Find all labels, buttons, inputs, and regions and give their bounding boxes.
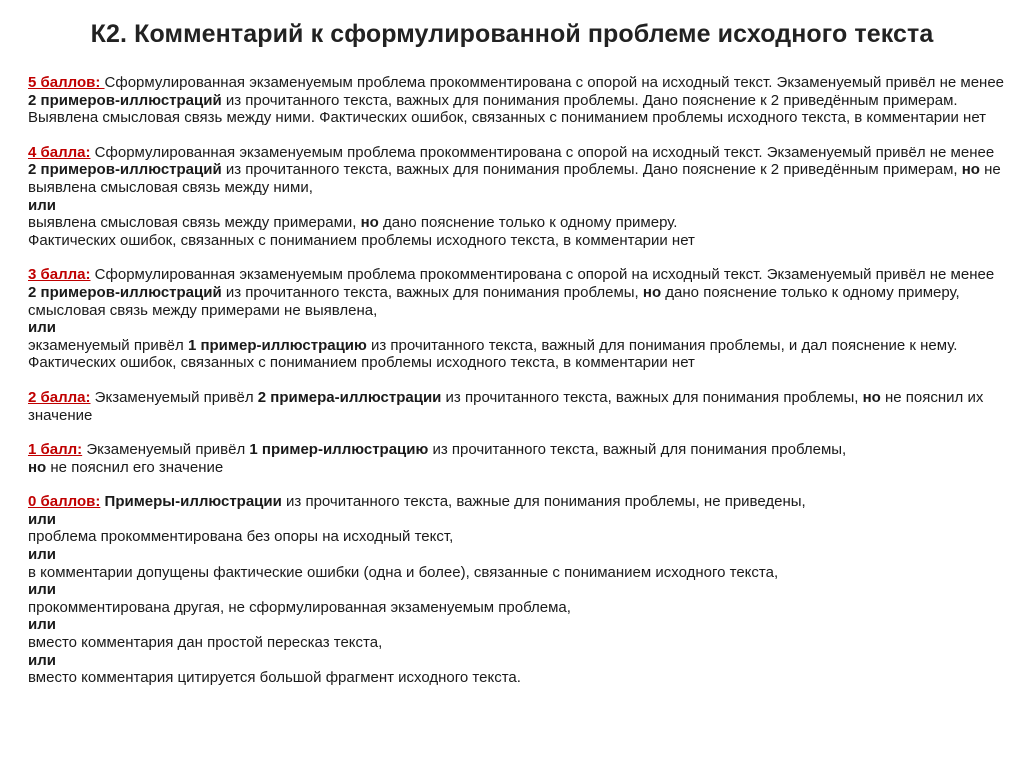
score-label: 0 баллов:: [28, 493, 101, 511]
or-separator: или: [28, 546, 56, 564]
bold-run: 2 примеров-иллюстраций: [28, 91, 222, 109]
score-label: 3 балла:: [28, 266, 91, 284]
criterion-text: [28, 74, 1006, 127]
or-separator: или: [28, 651, 56, 669]
text-run: из прочитанного текста, важных для понимания проблемы,: [221, 283, 643, 301]
text-run: из прочитанного текста, важных для понимания проблемы. Дано пояснение к 2 приведённым примерам. Выявлена смысловая связь между ними. Фактических ошибок, связанных с пониманием проблемы исходного текста, в комментарии нет: [28, 91, 987, 127]
bold-run: но: [961, 161, 980, 179]
text-run: из прочитанного текста, важный для понимания проблемы,: [428, 441, 847, 459]
criteria-list: [28, 74, 1006, 704]
criterion-text: [28, 493, 1006, 687]
slide-title: К2. Комментарий к сформулированной проблеме исходного текста: [90, 20, 934, 48]
text-run: Фактических ошибок, связанных с пониманием проблемы исходного текста, в комментарии нет: [28, 354, 695, 372]
text-run: вместо комментария дан простой пересказ текста,: [28, 634, 383, 652]
text-run: из прочитанного текста, важных для понимания проблемы,: [441, 388, 863, 406]
criterion-text: [28, 144, 1006, 250]
criterion-5-points: [28, 74, 1006, 127]
text-run: Фактических ошибок, связанных с пониманием проблемы исходного текста, в комментарии нет: [28, 231, 695, 249]
text-run: прокомментирована другая, не сформулированная экзаменуемым проблема,: [28, 598, 571, 616]
score-label: 5 баллов:: [28, 74, 105, 91]
bold-run: 2 примера-иллюстрации: [257, 388, 442, 406]
criterion-4-points: [28, 144, 1006, 250]
score-label: 4 балла:: [28, 143, 91, 161]
text-run: экзаменуемый привёл: [28, 336, 188, 354]
text-run: дано пояснение только к одному примеру.: [378, 214, 678, 232]
bold-run: 2 примеров-иллюстраций: [28, 283, 222, 301]
bold-run: но: [862, 388, 881, 406]
text-run: Сформулированная экзаменуемым проблема прокомментирована с опорой на исходный текст. Экзаменуемый привёл не менее: [90, 266, 995, 284]
bold-run: но: [360, 214, 379, 232]
bold-run: Примеры-иллюстрации: [104, 493, 282, 511]
bold-run: 2 примеров-иллюстраций: [28, 161, 222, 179]
text-run: из прочитанного текста, важных для понимания проблемы. Дано пояснение к 2 приведённым примерам,: [221, 161, 962, 179]
text-run: из прочитанного текста, важный для понимания проблемы, и дал пояснение к нему.: [366, 336, 958, 354]
bold-run: но: [642, 283, 662, 301]
criterion-text: [28, 389, 1006, 424]
or-separator: или: [28, 319, 56, 337]
or-separator: или: [28, 616, 56, 634]
criterion-text: [28, 266, 1006, 372]
text-run: из прочитанного текста, важные для понимания проблемы, не приведены,: [281, 493, 806, 511]
text-run: Сформулированная экзаменуемым проблема прокомментирована с опорой на исходный текст. Экзаменуемый привёл не менее: [104, 74, 1005, 91]
criterion-2-points: [28, 389, 1006, 424]
score-label: 2 балла:: [28, 388, 91, 406]
text-run: выявлена смысловая связь между примерами,: [28, 214, 361, 232]
text-run: не пояснил их значение: [28, 388, 984, 424]
criterion-3-points: [28, 266, 1006, 372]
text-run: Экзаменуемый привёл: [82, 441, 250, 459]
text-run: вместо комментария цитируется большой фрагмент исходного текста.: [28, 669, 521, 687]
bold-run: 1 пример-иллюстрацию: [187, 336, 367, 354]
criterion-text: [28, 441, 1006, 476]
text-run: проблема прокомментирована без опоры на исходный текст,: [28, 528, 454, 546]
criterion-1-point: [28, 441, 1006, 476]
text-run: Экзаменуемый привёл: [90, 388, 258, 406]
text-run: не выявлена смысловая связь между ними,: [28, 161, 1001, 196]
text-run: дано пояснение только к одному примеру, смысловая связь между примерами не выявлена,: [28, 283, 960, 319]
bold-run: 1 пример-иллюстрацию: [249, 441, 429, 459]
score-label: 1 балл:: [28, 441, 83, 459]
or-separator: или: [28, 581, 56, 599]
criterion-0-points: [28, 493, 1006, 687]
text-run: Сформулированная экзаменуемым проблема прокомментирована с опорой на исходный текст. Экзаменуемый привёл не менее: [90, 143, 995, 161]
or-separator: или: [28, 510, 56, 528]
text-run: не пояснил его значение: [46, 458, 224, 476]
or-separator: или: [28, 196, 56, 214]
text-run: в комментарии допущены фактические ошибки (одна и более), связанные с пониманием исходного текста,: [28, 563, 779, 581]
bold-run: но: [28, 458, 47, 476]
